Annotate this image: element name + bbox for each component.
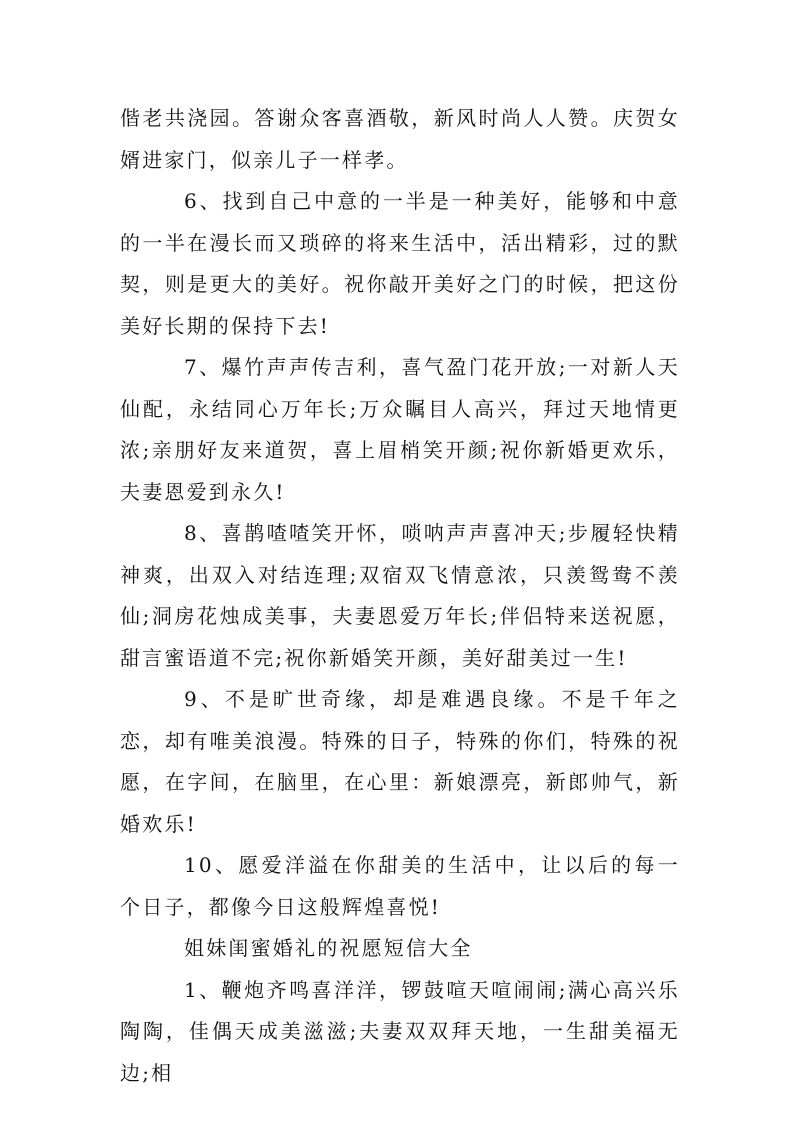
paragraph-wish-6: 6、找到自己中意的一半是一种美好，能够和中意的一半在漫长而又琐碎的将来生活中，活出精彩，过的默契，则是更大的美好。祝你敲开美好之门的时候，把这份美好长期的保持下去! xyxy=(120,189,680,338)
paragraph-wish-8: 8、喜鹊喳喳笑开怀，唢呐声声喜冲天;步履轻快精神爽，出双入对结连理;双宿双飞情意浓，只羡鸳鸯不羡仙;洞房花烛成美事，夫妻恩爱万年长;伴侣特来送祝愿，甜言蜜语道不完;祝你新婚笑开颜，美好甜美过一生! xyxy=(120,521,680,670)
paragraph-wish-10: 10、愿爱洋溢在你甜美的生活中，让以后的每一个日子，都像今日这般辉煌喜悦! xyxy=(120,853,680,919)
paragraph-wish-7: 7、爆竹声声传吉利，喜气盈门花开放;一对新人天仙配，永结同心万年长;万众瞩目人高兴，拜过天地情更浓;亲朋好友来道贺，喜上眉梢笑开颜;祝你新婚更欢乐，夫妻恩爱到永久! xyxy=(120,355,680,504)
paragraph-wish-9: 9、不是旷世奇缘，却是难遇良缘。不是千年之恋，却有唯美浪漫。特殊的日子，特殊的你们，特殊的祝愿，在字间，在脑里，在心里：新娘漂亮，新郎帅气，新婚欢乐! xyxy=(120,687,680,836)
paragraph-continuation: 偕老共浇园。答谢众客喜酒敬，新风时尚人人赞。庆贺女婿进家门，似亲儿子一样孝。 xyxy=(120,106,680,172)
paragraph-sister-wish-1: 1、鞭炮齐鸣喜洋洋，锣鼓喧天喧闹闹;满心高兴乐陶陶，佳偶天成美滋滋;夫妻双双拜天地，一生甜美福无边;相 xyxy=(120,977,680,1085)
section-heading: 姐妹闺蜜婚礼的祝愿短信大全 xyxy=(184,936,473,960)
document-body xyxy=(120,98,680,1094)
